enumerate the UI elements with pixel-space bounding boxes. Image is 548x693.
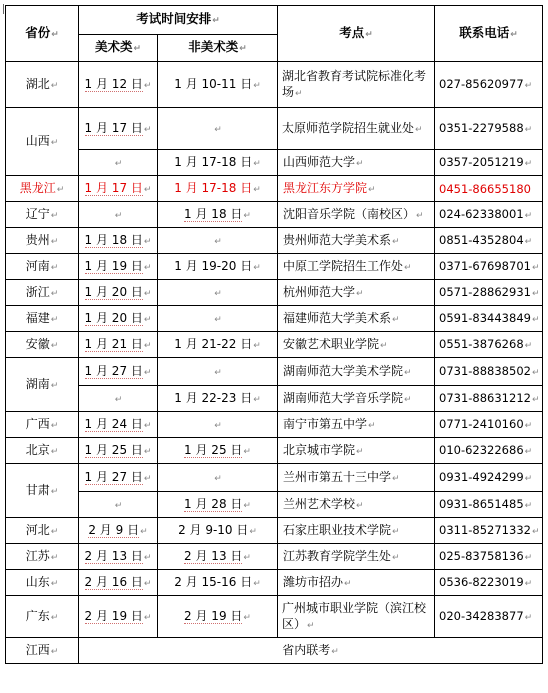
province-cell: 辽宁↵ [6,202,79,228]
table-row [6,202,543,228]
site-cell: 江苏教育学院学生处↵ [278,544,435,570]
phone-cell: 0371-67698701↵ [435,254,543,280]
non-art-date-cell: ↵ [158,358,278,386]
non-art-date-cell: 1 月 25 日↵ [158,438,278,464]
exam-schedule-table [5,5,543,664]
province-cell: 江西↵ [6,638,79,664]
art-date-cell: 1 月 27 日↵ [79,464,158,492]
site-cell: 湖南师范大学美术学院↵ [278,358,435,386]
phone-cell: 0771-2410160↵ [435,412,543,438]
art-date-cell: ↵ [79,202,158,228]
site-cell: 贵州师范大学美术系↵ [278,228,435,254]
phone-cell: 0551-3876268↵ [435,332,543,358]
province-cell: 黑龙江↵ [6,176,79,202]
table-row [6,150,543,176]
province-cell: 广西↵ [6,412,79,438]
site-cell: 山西师范大学↵ [278,150,435,176]
phone-cell: 0931-4924299↵ [435,464,543,492]
phone-cell: 0311-85271332↵ [435,518,543,544]
non-art-date-cell: 1 月 10-11 日↵ [158,62,278,108]
art-date-cell: 2 月 9 日↵ [79,518,158,544]
site-cell: 石家庄职业技术学院↵ [278,518,435,544]
table-row [6,332,543,358]
site-cell: 福建师范大学美术系↵ [278,306,435,332]
site-cell: 潍坊市招办↵ [278,570,435,596]
phone-cell: 0591-83443849↵ [435,306,543,332]
table-row [6,596,543,638]
table-row [6,254,543,280]
art-date-cell: 1 月 20 日↵ [79,280,158,306]
table-row [6,280,543,306]
art-date-cell: 1 月 18 日↵ [79,228,158,254]
non-art-date-cell: 2 月 15-16 日↵ [158,570,278,596]
art-date-cell: ↵ [79,150,158,176]
non-art-date-cell: 2 月 13 日↵ [158,544,278,570]
province-cell: 贵州↵ [6,228,79,254]
phone-cell: 0536-8223019↵ [435,570,543,596]
table-row [6,638,543,664]
non-art-date-cell: ↵ [158,280,278,306]
header-site: 考点↵ [278,6,435,62]
table-row [6,108,543,150]
phone-cell: 0571-28862931↵ [435,280,543,306]
non-art-date-cell: 1 月 18 日↵ [158,202,278,228]
non-art-date-cell: 1 月 17-18 日↵ [158,176,278,202]
site-cell: 黑龙江东方学院↵ [278,176,435,202]
province-cell: 山东↵ [6,570,79,596]
phone-cell: 025-83758136↵ [435,544,543,570]
table-row [6,386,543,412]
non-art-date-cell: 2 月 9-10 日↵ [158,518,278,544]
site-cell: 北京城市学院↵ [278,438,435,464]
non-art-date-cell: 1 月 19-20 日↵ [158,254,278,280]
province-cell: 福建↵ [6,306,79,332]
phone-cell: 0357-2051219↵ [435,150,543,176]
phone-cell: 0931-8651485↵ [435,492,543,518]
table-row [6,518,543,544]
joint-exam-note-cell: 省内联考↵ [79,638,543,664]
site-cell: 杭州师范大学↵ [278,280,435,306]
site-cell: 安徽艺术职业学院↵ [278,332,435,358]
province-cell: 山西↵ [6,108,79,176]
non-art-date-cell: 1 月 21-22 日↵ [158,332,278,358]
table-row [6,544,543,570]
table-row [6,570,543,596]
phone-cell: 0731-88838502↵ [435,358,543,386]
site-cell: 湖南师范大学音乐学院↵ [278,386,435,412]
table-row [6,306,543,332]
non-art-date-cell: 1 月 28 日↵ [158,492,278,518]
art-date-cell: 1 月 25 日↵ [79,438,158,464]
province-cell: 河南↵ [6,254,79,280]
art-date-cell: 1 月 17 日↵ [79,108,158,150]
table-row [6,492,543,518]
site-cell: 兰州艺术学校↵ [278,492,435,518]
province-cell: 广东↵ [6,596,79,638]
art-date-cell: ↵ [79,386,158,412]
table-row [6,358,543,386]
header-non-art: 非美术类↵ [158,35,278,62]
phone-cell: 0731-88631212↵ [435,386,543,412]
art-date-cell: ↵ [79,492,158,518]
site-cell: 广州城市职业学院（滨江校区）↵ [278,596,435,638]
art-date-cell: 2 月 16 日↵ [79,570,158,596]
non-art-date-cell: 2 月 19 日↵ [158,596,278,638]
site-cell: 沈阳音乐学院（南校区）↵ [278,202,435,228]
site-cell: 太原师范学院招生就业处↵ [278,108,435,150]
site-cell: 兰州市第五十三中学↵ [278,464,435,492]
site-cell: 中原工学院招生工作处↵ [278,254,435,280]
art-date-cell: 2 月 13 日↵ [79,544,158,570]
province-cell: 安徽↵ [6,332,79,358]
art-date-cell: 2 月 19 日↵ [79,596,158,638]
site-cell: 南宁市第五中学↵ [278,412,435,438]
table-row-highlighted [6,176,543,202]
site-cell: 湖北省教育考试院标准化考场↵ [278,62,435,108]
non-art-date-cell: 1 月 22-23 日↵ [158,386,278,412]
table-row [6,62,543,108]
corner-mark [3,4,4,14]
non-art-date-cell: ↵ [158,464,278,492]
province-cell: 河北↵ [6,518,79,544]
table-row [6,464,543,492]
province-cell: 浙江↵ [6,280,79,306]
non-art-date-cell: ↵ [158,108,278,150]
art-date-cell: 1 月 20 日↵ [79,306,158,332]
phone-cell: 0851-4352804↵ [435,228,543,254]
province-cell: 湖南↵ [6,358,79,412]
table-row [6,228,543,254]
art-date-cell: 1 月 27 日↵ [79,358,158,386]
art-date-cell: 1 月 21 日↵ [79,332,158,358]
non-art-date-cell: 1 月 17-18 日↵ [158,150,278,176]
art-date-cell: 1 月 17 日↵ [79,176,158,202]
phone-cell: 0351-2279588↵ [435,108,543,150]
header-phone: 联系电话↵ [435,6,543,62]
non-art-date-cell: ↵ [158,412,278,438]
table-row [6,438,543,464]
phone-cell: 027-85620977↵ [435,62,543,108]
art-date-cell: 1 月 12 日↵ [79,62,158,108]
art-date-cell: 1 月 24 日↵ [79,412,158,438]
phone-cell: 024-62338001↵ [435,202,543,228]
art-date-cell: 1 月 19 日↵ [79,254,158,280]
phone-cell: 010-62322686↵ [435,438,543,464]
table-row [6,412,543,438]
phone-cell: 0451-86655180 [435,176,543,202]
header-exam-schedule: 考试时间安排↵ [79,6,278,35]
non-art-date-cell: ↵ [158,306,278,332]
header-art: 美术类↵ [79,35,158,62]
province-cell: 江苏↵ [6,544,79,570]
province-cell: 湖北↵ [6,62,79,108]
header-province: 省份↵ [6,6,79,62]
phone-cell: 020-34283877↵ [435,596,543,638]
province-cell: 甘肃↵ [6,464,79,518]
non-art-date-cell: ↵ [158,228,278,254]
schedule-table-wrapper [5,5,543,664]
province-cell: 北京↵ [6,438,79,464]
